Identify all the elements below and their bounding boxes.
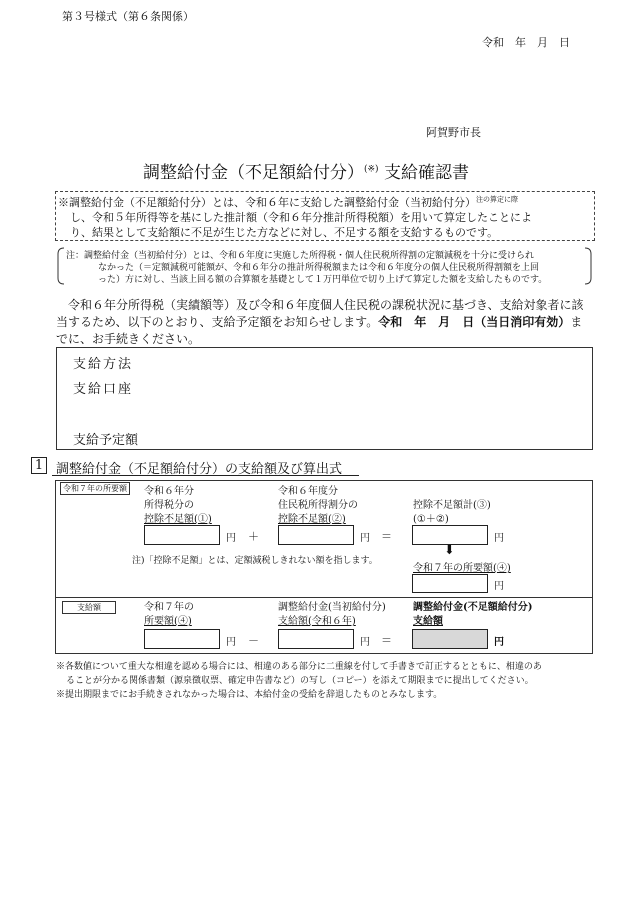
- note-line-1: 注：調整給付金（当初給付分）とは、令和６年度に実施した所得税・個人住民税所得割の定額減税を十分に受けられ: [66, 251, 535, 261]
- deadline-text: 令和 年 月 日（当日消印有効）: [378, 315, 571, 329]
- footnote-3: ※提出期限までにお手続きされなかった場合は、本給付金の受給を辞退したものとみなします。: [56, 690, 443, 700]
- plus-sign: ＋: [248, 530, 259, 543]
- yen-7: 円: [494, 637, 504, 648]
- calc-note: 注)「控除不足額」とは、定額減税しきれない額を指します。: [132, 556, 378, 566]
- yen-3: 円: [494, 533, 504, 544]
- form-number: 第３号様式（第６条関係）: [62, 10, 194, 23]
- section-underline: [52, 475, 359, 476]
- minus-sign: －: [248, 634, 259, 647]
- intro-line-1: 令和６年分所得税（実績額等）及び令和６年度個人住民税の課税状況に基づき、支給対象者に該: [68, 298, 584, 312]
- notice-box: [55, 191, 595, 241]
- note-line-3: った）方に対し、当該上回る額の合算額を基礎として１万円単位で切り上げて算定した額を支給したものです。: [98, 275, 548, 285]
- yen-5: 円: [226, 637, 236, 648]
- deduction-shortfall-1-input[interactable]: [144, 525, 220, 545]
- notice-line-2: し、令和５年所得等を基にした推計額（令和６年分推計所得税額）を用いて算定したことによ: [70, 211, 532, 224]
- yen-1: 円: [226, 533, 236, 544]
- col3-label: 控除不足額計(③) (①＋②): [413, 500, 491, 525]
- required-amount-tag: 令和７年の所要額: [60, 482, 130, 495]
- payment-method-label: 支給方法: [73, 357, 134, 372]
- note-line-2: なかった（＝定額減税可能額が、令和６年分の推計所得税額または令和６年度分の個人住民税所得割額を上回: [98, 263, 540, 273]
- issuer: 阿賀野市長: [426, 126, 481, 139]
- date-label: 令和 年 月 日: [482, 36, 570, 49]
- equals-sign-1: ＝: [381, 530, 392, 543]
- scheduled-amount-label: 支給予定額: [73, 433, 139, 448]
- title-main: 調整給付金（不足額給付分）: [143, 163, 364, 183]
- required-amount-4-pay-input[interactable]: [144, 629, 220, 649]
- col1-label: 令和６年分 所得税分の 控除不足額(①): [144, 486, 212, 525]
- note-block: [56, 246, 593, 286]
- intro-line-2: 当するため、以下のとおり、支給予定額をお知らせします。令和 年 月 日（当日消印有効）ま: [56, 315, 583, 329]
- footnote-2: ることが分かる関係書類（源泉徴収票、確定申告書など）の写し（コピー）を添えて期限までに提出してください。: [66, 676, 534, 686]
- down-arrow-icon: ⬇: [444, 543, 455, 558]
- footnote-1: ※各数値について重大な相違を認める場合には、相違のある部分に二重線を付して手書きで訂正するとともに、相違のあ: [56, 662, 542, 672]
- notice-line-1: ※調整給付金（不足額給付分）とは、令和６年に支給した調整給付金（当初給付分）$^{注の算定に際}$: [58, 195, 518, 209]
- col2-label: 令和６年度分 住民税所得割分の 控除不足額(②): [278, 486, 358, 525]
- pay-col2-label: 調整給付金(当初給付分) 支給額(令和６年): [278, 602, 386, 627]
- pay-col1-label: 令和７年の 所要額(④): [144, 602, 194, 627]
- title-mark: (※): [364, 164, 379, 175]
- yen-4: 円: [494, 581, 504, 592]
- section-number: 1: [31, 457, 47, 474]
- payment-amount-tag: 支給額: [62, 601, 116, 614]
- yen-6: 円: [360, 637, 370, 648]
- required-amount-4-input[interactable]: [412, 574, 488, 593]
- initial-payment-input[interactable]: [278, 629, 354, 649]
- section-title: 調整給付金（不足額給付分）の支給額及び算出式: [56, 462, 343, 477]
- deduction-shortfall-2-input[interactable]: [278, 525, 354, 545]
- calc-divider: [56, 597, 592, 598]
- payment-account-label: 支給口座: [73, 382, 134, 397]
- intro-line-3: でに、お手続きください。: [56, 332, 201, 346]
- required-amount-4-label: 令和７年の所要額(④): [413, 563, 511, 574]
- equals-sign-2: ＝: [381, 634, 392, 647]
- yen-2: 円: [360, 533, 370, 544]
- page-title: [143, 158, 469, 183]
- pay-col3-label: 調整給付金(不足額給付分) 支給額: [413, 602, 533, 627]
- payment-box: [56, 347, 593, 450]
- notice-line-3: り、結果として支給額に不足が生じた方などに対し、不足する額を支給するものです。: [70, 226, 499, 239]
- deduction-shortfall-total-input[interactable]: [412, 525, 488, 545]
- calc-box: [55, 480, 593, 654]
- shortfall-payment-amount: [412, 629, 488, 649]
- title-suffix: 支給確認書: [383, 163, 469, 183]
